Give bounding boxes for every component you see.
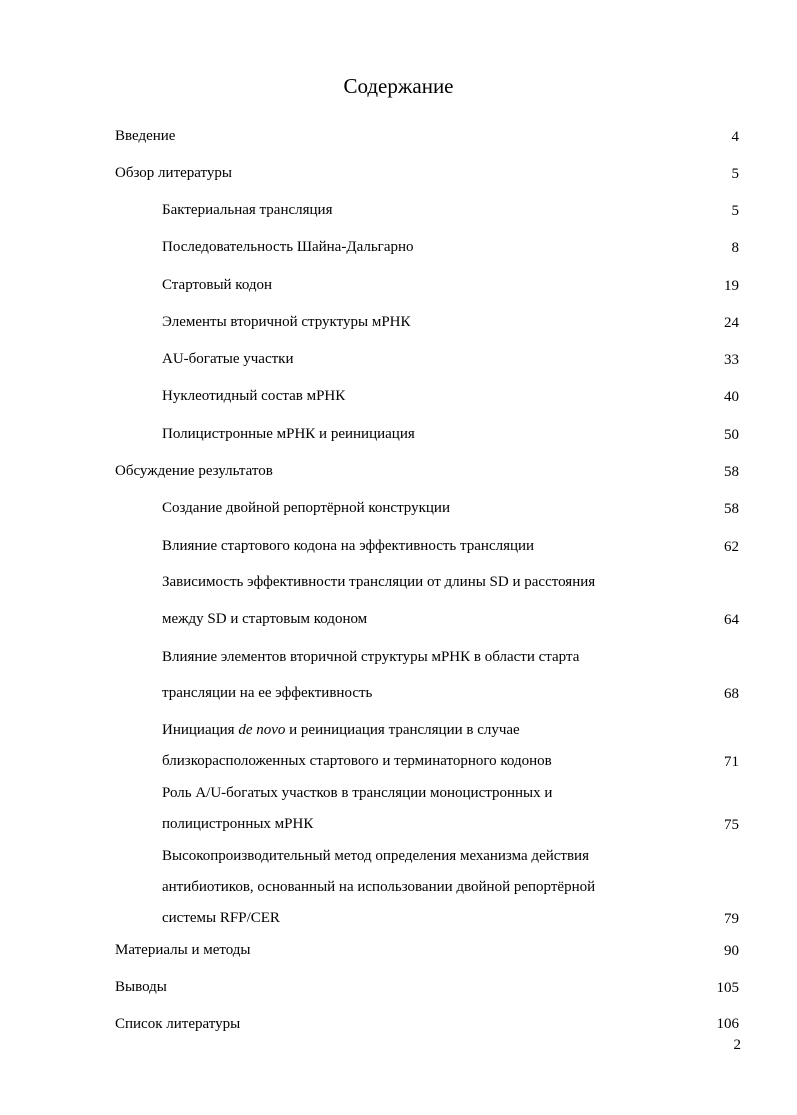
toc-entry-page: 64 xyxy=(724,612,739,628)
toc-entry-page: 71 xyxy=(724,754,739,770)
toc-entry-page: 58 xyxy=(724,464,739,480)
toc-entry-page: 8 xyxy=(731,240,739,256)
toc-entry-text[interactable]: Бактериальная трансляция xyxy=(162,202,333,218)
toc-entry-text-line1[interactable]: Влияние элементов вторичной структуры мРНК в области старта xyxy=(162,649,580,665)
toc-entry-page: 5 xyxy=(731,166,739,182)
toc-entry-text[interactable]: Введение xyxy=(115,128,176,144)
toc-entry-page: 106 xyxy=(716,1016,739,1032)
toc-entry-text[interactable]: Полицистронные мРНК и реинициация xyxy=(162,426,415,442)
toc-entry-page: 19 xyxy=(724,278,739,294)
toc-entry-text[interactable]: Выводы xyxy=(115,979,167,995)
toc-entry-page: 62 xyxy=(724,539,739,555)
toc-entry-text[interactable]: Последовательность Шайна-Дальгарно xyxy=(162,239,414,255)
toc-entry-page: 90 xyxy=(724,943,739,959)
toc-entry-page: 33 xyxy=(724,352,739,368)
toc-entry-page: 58 xyxy=(724,501,739,517)
toc-entry-text-line3[interactable]: системы RFP/CER xyxy=(162,910,280,926)
toc-entry-text[interactable]: Список литературы xyxy=(115,1016,241,1032)
toc-text-italic: de novo xyxy=(238,722,286,738)
toc-entry-text[interactable]: AU-богатые участки xyxy=(162,351,294,367)
toc-entry-page: 24 xyxy=(724,315,739,331)
toc-entry-page: 4 xyxy=(731,129,739,145)
toc-entry-page: 50 xyxy=(724,427,739,443)
toc-entry-text[interactable]: Нуклеотидный состав мРНК xyxy=(162,388,346,404)
toc-text-part: и реинициация трансляции в случае xyxy=(285,722,520,738)
toc-entry-text[interactable]: Материалы и методы xyxy=(115,942,251,958)
toc-entry-page: 68 xyxy=(724,686,739,702)
toc-entry-text-line1[interactable]: Высокопроизводительный метод определения механизма действия xyxy=(162,848,589,864)
toc-entry-page: 40 xyxy=(724,389,739,405)
toc-entry-text[interactable]: Стартовый кодон xyxy=(162,277,273,293)
toc-entry-text-line2[interactable]: антибиотиков, основанный на использовании двойной репортёрной xyxy=(162,879,596,895)
toc-entry-text[interactable]: Обсуждение результатов xyxy=(115,463,273,479)
page-number: 2 xyxy=(733,1037,741,1053)
toc-entry-text-line2[interactable]: трансляции на ее эффективность xyxy=(162,685,373,701)
toc-entry-text-line2[interactable]: полицистронных мРНК xyxy=(162,816,314,832)
toc-entry-text-line1[interactable]: Зависимость эффективности трансляции от длины SD и расстояния xyxy=(162,574,596,590)
toc-entry-text[interactable]: Элементы вторичной структуры мРНК xyxy=(162,314,411,330)
toc-entry-text-line2[interactable]: между SD и стартовым кодоном xyxy=(162,611,368,627)
toc-entry-text-line2[interactable]: близкорасположенных стартового и терминаторного кодонов xyxy=(162,753,552,769)
toc-entry-page: 75 xyxy=(724,817,739,833)
toc-entry-page: 5 xyxy=(731,203,739,219)
toc-entry-text[interactable]: Влияние стартового кодона на эффективность трансляции xyxy=(162,538,535,554)
toc-entry-text-line1[interactable]: Роль A/U-богатых участков в трансляции моноцистронных и xyxy=(162,785,553,801)
toc-text-part: Инициация xyxy=(162,722,239,738)
toc-entry-text[interactable]: Обзор литературы xyxy=(115,165,232,181)
toc-entry-page: 79 xyxy=(724,911,739,927)
toc-entry-text[interactable]: Создание двойной репортёрной конструкции xyxy=(162,500,450,516)
page-title: Содержание xyxy=(343,74,454,98)
toc-entry-text-line1[interactable] xyxy=(162,721,520,739)
toc-entry-page: 105 xyxy=(716,980,739,996)
